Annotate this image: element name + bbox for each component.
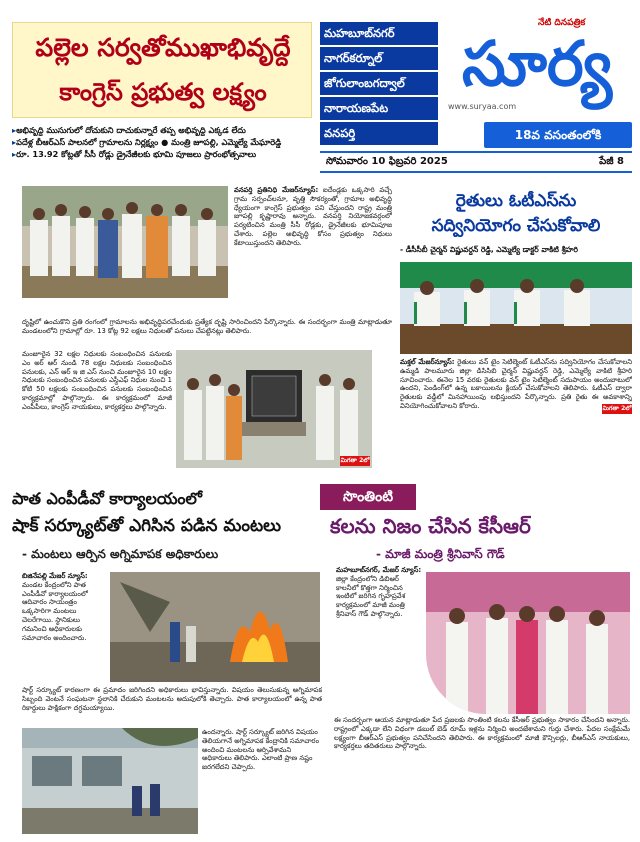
lead-headline-line-2: కాంగ్రెస్ ప్రభుత్వ లక్ష్యం — [59, 78, 267, 106]
story3-column-top — [22, 572, 106, 684]
district-label: మహబూబ్‌నగర్ — [320, 22, 438, 45]
newspaper-logo — [442, 18, 632, 122]
page-number: పేజీ 8 — [599, 156, 624, 167]
story2-subhead: - డీసీసీబీ చైర్మన్ విష్ణువర్ధన్ రెడ్డి, ఎమ్మెల్యే డాక్టర్ వాకిటి శ్రీహరి — [400, 245, 578, 254]
lead-headline-line-1: పల్లెల సర్వతోముఖాభివృద్దే — [35, 33, 291, 62]
story4-subhead: - మాజీ మంత్రి శ్రీనివాస్ గౌడ్ — [376, 547, 505, 561]
story3-body: మండల కేంద్రంలోని పాత ఎంపీడీవో కార్యాలయంలో ఆదివారం సాయంత్రం ఒక్కసారిగా మంటలు చెలరేగాయి. స్థానికులు గమనించి అధికారులకు సమాచారం అందించారు. — [22, 580, 88, 642]
story1-left-text: మంజూరైన 32 లక్షల నిధులకు సంబంధించిన పనులకు ఎం అర్ ఆర్ నుండి 78 లక్షల నిధులకు సంబంధించిన పనులకు, ఎన్ ఆర్ ఇ జి ఎస్ నుంచి మంజూరైన 10 లక్షల నిధులకు సంబంధించిన పనులకు ఎస్డీఎఫ్ నిధుల నుంచి 1 కోటి 50 లక్షలకు సంబంధించిన పనులకు సంబంధించిన కార్యక్రమాల్లో పాల్గొన్నారు. ఈ కార్యక్రమంలో మాజీ ఎంపీపీలు, కాంగ్రెస్ నాయకులు, కార్యకర్తలు పాల్గొన్నారు. — [22, 350, 172, 411]
story2-dateline: మక్తల్ మేజర్‌న్యూస్: — [400, 358, 455, 366]
district-label: జోగులాంబగద్వాల్ — [320, 72, 438, 95]
story1-body: ఐదేండ్లకు ఒక్కసారి వచ్చే గ్రామ సర్పంచ్‌లనూ, వృత్తి సౌకర్యంతో, గ్రామాల అభివృద్ధి ధ్యేయంగా కాంగ్రెస్ ప్రభుత్వం పని చేస్తుందని రాష్ట్ర మంత్రి జూపల్లి కృష్ణారావు అన్నారు. వనపర్తి నియోజకవర్గంలో పర్యటించిన మంత్రి సీసీ రోడ్లకు, డ్రైనేజీలకు భూమిపూజ చేశారు. పల్లెల అభివృద్ధి కోసం ప్రభుత్వం నిధులు కేటాయిస్తుందని తెలిపారు. — [234, 186, 392, 247]
story4-kicker: సొంతింటి — [320, 484, 416, 510]
logo-tagline: నేటి దినపత్రిక — [538, 18, 586, 28]
story1-column — [234, 186, 392, 318]
plaque-unveiling-photo — [176, 350, 372, 468]
logo-url: www.suryaa.com — [448, 102, 517, 111]
story3-dateline: బిజినేపల్లి మేజర్ న్యూస్: — [22, 572, 88, 580]
story3-headline-line-1: పాత ఎంపీడీవో కార్యాలయంలో — [12, 489, 202, 508]
story4-intro — [336, 566, 422, 714]
anniversary-badge: 18వ వసంతంలోకి — [484, 122, 632, 148]
story1-dateline: వనపర్తి ప్రతినిధి మేజర్‌న్యూస్: — [234, 186, 319, 194]
story3-headline-line-2: షాక్ సర్క్యూట్‌తో ఎగిసిన పడిన మంటలు — [12, 516, 282, 536]
district-label: నాగర్‌కర్నూల్ — [320, 47, 438, 70]
story4-dateline: మహబూబ్‌నగర్, మేజర్ న్యూస్: — [336, 566, 422, 574]
dcc-bank-meeting-photo — [400, 262, 632, 354]
fire-officers-photo — [22, 728, 198, 834]
ground-breaking-photo — [22, 186, 228, 298]
story2-body: రైతులు వన్ టైం సెటిల్మెంట్ ఓటీఎస్‌ను సద్వినియోగం చేసుకోవాలని ఉమ్మడి పాలమూరు జిల్లా డిసిసిబి చైర్మన్ విష్ణువర్ధన్ రెడ్డి, ఎమ్మెల్యే వాకిటి శ్రీహరి సూచించారు. ఈనెల 15 వరకు రైతులకు వన్ టైం సెటిల్మెంట్ సదుపాయం అందుబాటులో ఉందని, పెండింగ్‌లో ఉన్న బకాయిలను క్లియర్ చేసుకోవాలని తెలిపారు. ఓటీఎస్ ద్వారా రైతులకు వడ్డీలో మినహాయింపు లభిస్తుందని పేర్కొన్నారు. ప్రతి రైతు ఈ అవకాశాన్ని వినియోగించుకోవాలని కోరారు. — [400, 358, 632, 410]
story1-wide-text: దృష్టిలో ఉంచుకొని ప్రతి రంగంలో గ్రామాలను అభివృద్ధిపరచేందుకు ప్రత్యేక దృష్టి సారించిందని పేర్కొన్నారు. ఈ సందర్భంగా మంత్రి మాట్లాడుతూ మండలంలోని గ్రామాల్లో రూ. 13 కోట్ల 92 లక్షలు నిధులతో పనులు చేపట్టినట్లు తెలిపారు. — [22, 318, 392, 335]
district-label: నారాయణపేట — [320, 97, 438, 120]
story3-subhead: - మంటలు ఆర్పిన అగ్నిమాపక అధికారులు — [22, 547, 219, 561]
district-label: వనపర్తి — [320, 122, 438, 145]
story4-column: ఈ సందర్భంగా ఆయన మాట్లాడుతూ పేద ప్రజలకు సొంతింటి కలను కేసీఆర్ ప్రభుత్వం సాకారం చేసిందని అన్నారు. రాష్ట్రంలో ఎక్కడా లేని విధంగా డబుల్ బెడ్ రూమ్ ఇళ్లను నిర్మించి అందజేశామని గుర్తు చేశారు. పేదల సంక్షేమమే లక్ష్యంగా బీఆర్ఎస్ ప్రభుత్వం పనిచేసిందని తెలిపారు. ఈ కార్యక్రమంలో మాజీ కౌన్సిలర్లు, బీఆర్ఎస్ నాయకులు, కార్యకర్తలు తదితరులు పాల్గొన్నారు. — [334, 716, 630, 751]
highlight-item: ▸ అభివృద్ధి ముసుగులో దోచుకుని దాచుకున్నారే తప్ప అభివృద్ధి ఎక్కడ లేదు — [12, 124, 312, 136]
issue-dateline — [320, 151, 632, 173]
issue-date: సోమవారం 10 ఫిబ్రవరి 2025 — [326, 156, 448, 167]
lead-headline-box — [12, 22, 312, 118]
continued-badge: మిగతా 2లో — [602, 404, 632, 412]
story3-column-bottom: ఉందన్నారు. షార్ట్ సర్క్యూట్ జరిగిన విషయం తెలియగానే అగ్నిమాపక కేంద్రానికి సమాచారం అందించి మంటలను ఆర్పివేశామని అధికారులు తెలిపారు. ఎలాంటి ప్రాణ నష్టం జరగలేదని చెప్పారు. — [202, 728, 320, 772]
continued-badge: మిగతా 2లో — [340, 457, 370, 464]
housewarming-photo — [426, 572, 630, 714]
story3-column-mid: షార్ట్ సర్క్యూట్ కారణంగా ఈ ప్రమాదం జరిగిందని అధికారులు భావిస్తున్నారు. విషయం తెలుసుకున్న అగ్నిమాపక సిబ్బంది వెంటనే సంఘటనా స్థలానికి చేరుకుని మంటలను అదుపులోకి తెచ్చారు. పాత కార్యాలయంలో ఉన్న పాత రికార్డులు పాక్షికంగా దగ్ధమయ్యాయి. — [22, 686, 322, 712]
story2-headline-line-2: సద్వినియోగం చేసుకోవాలి — [431, 216, 601, 236]
story4-intro-body: జిల్లా కేంద్రంలోని డిబిఆర్ కాలనీలో కొత్తగా నిర్మించిన ఇంటిలో జరిగిన గృహప్రవేశ కార్యక్రమంలో మాజీ మంత్రి శ్రీనివాస్ గౌడ్ పాల్గొన్నారు. — [336, 574, 406, 618]
story4-headline: కలను నిజం చేసిన కేసీఆర్ — [330, 514, 531, 538]
highlight-item: ▸ రూ. 13.92 కోట్లతో సీసీ రోడ్లు డ్రైనేజీలకు భూమి పూజలు ప్రారంభోత్సవాలు — [12, 148, 312, 160]
fire-scene-photo — [110, 572, 320, 682]
highlight-item: ▸ పదేళ్ల బీఆర్ఎస్ పాలనలో గ్రామాలను నిర్లక్ష్యం ● మంత్రి జూపల్లి, ఎమ్మెల్యే మేఘారెడ్డి — [12, 136, 312, 148]
story2-column — [400, 358, 632, 466]
lead-highlights — [12, 124, 312, 174]
district-edition-list — [320, 22, 438, 146]
story2-headline-line-1: రైతులు ఓటీఎస్‌ను — [455, 191, 577, 211]
logo-wordmark: సూర్య — [461, 27, 613, 100]
